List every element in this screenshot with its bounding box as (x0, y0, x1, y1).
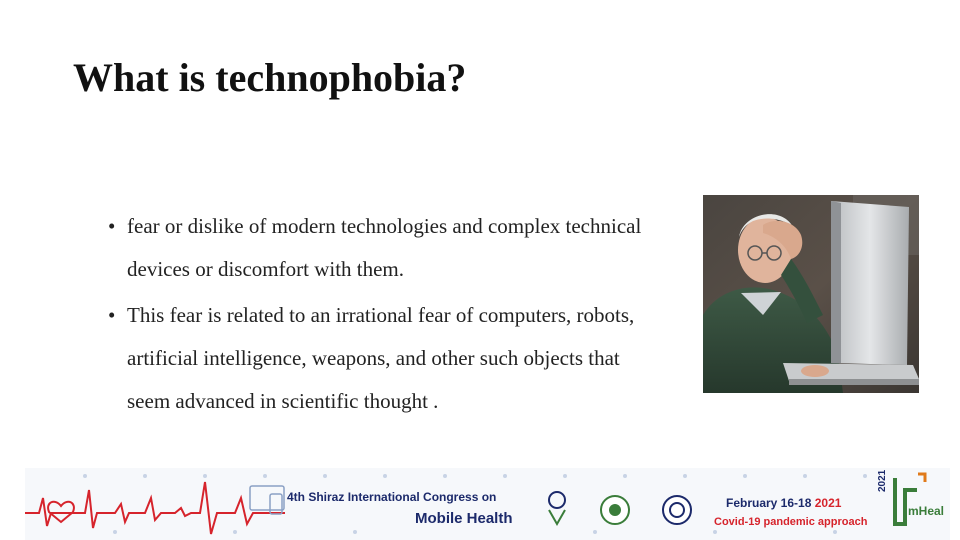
congress-year: 2021 (814, 496, 842, 510)
congress-name: Shiraz International Congress on (308, 490, 497, 504)
elderly-man-laptop-photo (703, 195, 919, 393)
congress-dates (726, 496, 841, 510)
university-seal-2 (663, 496, 691, 524)
date-range: February 16-18 (726, 496, 812, 510)
bullet-item (108, 205, 668, 291)
bullet-text: fear or dislike of modern technologies and complex technical devices or discomfort with them. (127, 214, 642, 281)
congress-theme: Covid-19 pandemic approach (714, 516, 868, 528)
bullet-dot-icon: • (108, 303, 116, 327)
congress-banner (25, 468, 950, 540)
congress-ordinal: 4th (287, 490, 305, 504)
congress-logo-1 (549, 492, 565, 524)
phone-icon (270, 494, 282, 514)
side-year: 2021 (877, 469, 888, 492)
congress-title (287, 490, 496, 504)
bullet-text: This fear is related to an irrational fear of computers, robots, artificial intelligence, weapons, and other such objects that seem advanced in scientific thought . (127, 303, 635, 413)
mhealth-logo-text: mHeal (908, 504, 945, 518)
bullet-list (108, 205, 668, 426)
ecg-line-graphic (25, 482, 285, 534)
university-seal-1 (601, 496, 629, 524)
congress-subject: Mobile Health (415, 510, 513, 527)
slide-title: What is technophobia? (73, 55, 467, 100)
heart-icon (48, 502, 74, 522)
bullet-item (108, 294, 668, 423)
bullet-dot-icon: • (108, 214, 116, 238)
monitor-icon (250, 486, 284, 510)
